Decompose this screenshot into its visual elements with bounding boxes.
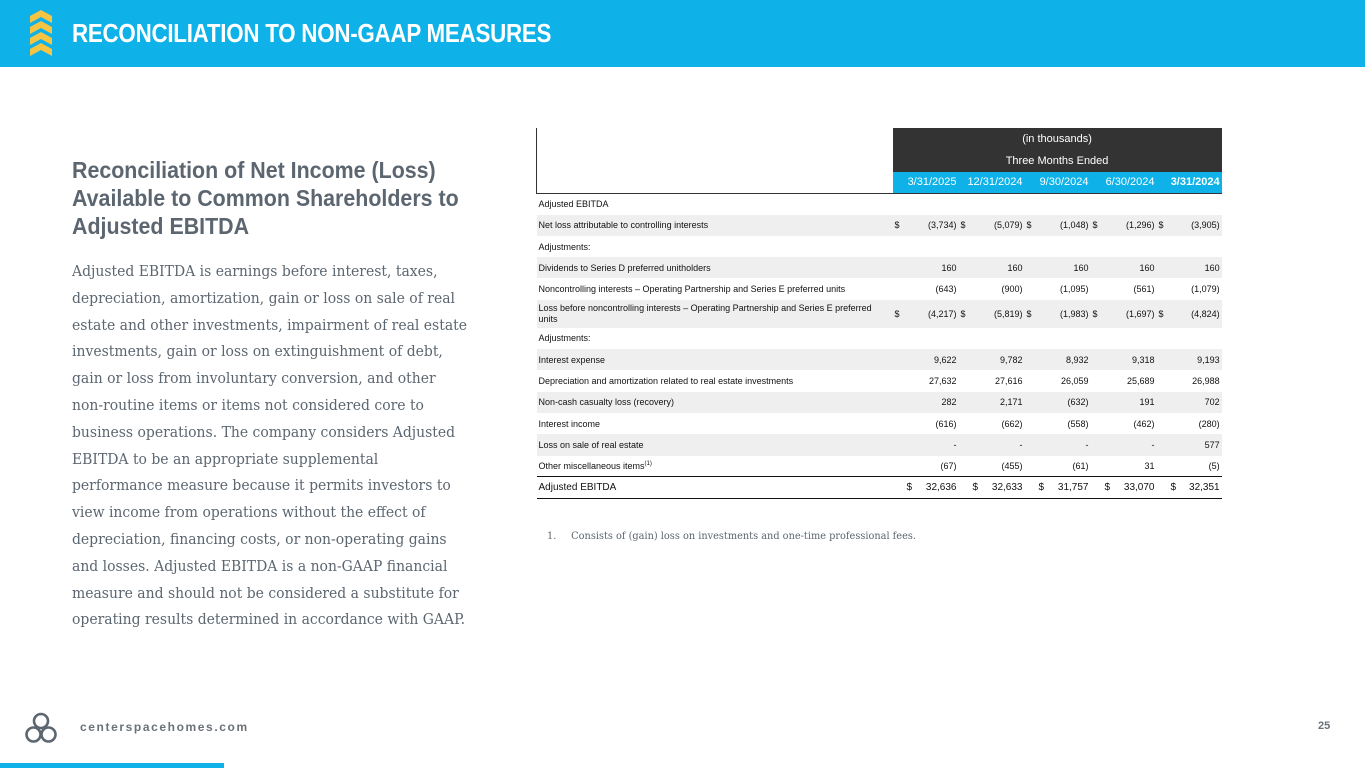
footer-accent-bar: [0, 763, 224, 768]
currency-symbol-cell: [959, 434, 971, 455]
total-value-cell: 32,633: [971, 477, 1025, 498]
value-cell: (61): [1072, 460, 1089, 471]
description-paragraph: [72, 258, 467, 633]
footnote-reference: (1): [644, 460, 652, 467]
value-cell: 160: [1037, 257, 1091, 278]
currency-symbol-cell: [1091, 413, 1103, 434]
value-cell: (5,079): [971, 215, 1025, 236]
value-cell: (280): [1198, 418, 1220, 429]
value-cell: 9,622: [905, 349, 959, 370]
section-heading-line: Available to Common Shareholders to: [72, 185, 459, 211]
value-cell: (616): [935, 418, 957, 429]
row-label-text: Adjusted EBITDA: [538, 199, 609, 210]
period-label: Three Months Ended: [893, 150, 1222, 172]
currency-symbol-cell: [959, 328, 971, 349]
row-label-text: Adjustments:: [538, 241, 591, 252]
value-cell: (561): [1133, 284, 1155, 295]
currency-symbol-cell: $: [1091, 300, 1103, 328]
description-line: depreciation, amortization, gain or loss on sale of real: [72, 288, 456, 307]
row-label: [537, 456, 893, 477]
value-cell: 282: [905, 392, 959, 413]
table-row: [537, 215, 1222, 236]
currency-symbol-cell: [1091, 456, 1103, 477]
currency-symbol-cell: [1025, 434, 1037, 455]
value-cell: [1037, 236, 1091, 257]
value-cell: (1,048): [1037, 215, 1091, 236]
currency-symbol-cell: [959, 278, 971, 299]
currency-symbol-cell: [1157, 434, 1169, 455]
table-row: [537, 413, 1222, 434]
value-cell: (1,079): [1191, 284, 1220, 295]
currency-symbol-cell: [893, 349, 905, 370]
value-cell: [1103, 328, 1157, 349]
value-cell: (1,095): [1059, 284, 1089, 295]
value-cell: (4,217): [905, 300, 959, 328]
description-line: and losses. Adjusted EBITDA is a non-GAAP financial: [72, 556, 448, 575]
value-cell: 31: [1144, 460, 1155, 471]
row-label: [537, 215, 893, 236]
reconciliation-table: [536, 128, 1222, 499]
date-header-cell: 6/30/2024: [1091, 172, 1157, 193]
value-cell: -: [971, 434, 1025, 455]
currency-symbol-cell: [1157, 328, 1169, 349]
currency-symbol-cell: $: [893, 477, 905, 498]
currency-symbol-cell: $: [1157, 215, 1169, 236]
value-cell: (900): [1001, 284, 1023, 295]
row-label: [537, 257, 893, 278]
currency-symbol-cell: $: [1091, 215, 1103, 236]
section-heading-line: Reconciliation of Net Income (Loss): [72, 157, 436, 183]
currency-symbol-cell: $: [1091, 477, 1103, 498]
value-cell: 160: [1169, 257, 1222, 278]
currency-symbol-cell: $: [1025, 477, 1037, 498]
table-row: [537, 257, 1222, 278]
value-cell: 2,171: [971, 392, 1025, 413]
value-cell: [971, 236, 1025, 257]
currency-symbol-cell: [1025, 413, 1037, 434]
currency-symbol-cell: [1025, 349, 1037, 370]
value-cell: 191: [1103, 392, 1157, 413]
value-cell: 9,782: [971, 349, 1025, 370]
date-header-cell: 3/31/2025: [893, 172, 959, 193]
currency-symbol-cell: [959, 236, 971, 257]
currency-symbol-cell: [1091, 370, 1103, 391]
description-line: non-routine items or items not considered core to: [72, 395, 424, 414]
currency-symbol-cell: $: [1025, 215, 1037, 236]
date-header-row: [537, 172, 1222, 193]
value-cell: [905, 236, 959, 257]
value-cell: 27,632: [928, 376, 957, 387]
currency-symbol-cell: [893, 257, 905, 278]
currency-symbol-cell: [1091, 193, 1103, 214]
value-cell: (455): [1001, 460, 1023, 471]
table-row: [537, 434, 1222, 455]
value-cell: (3,734): [905, 215, 959, 236]
total-value-cell: 33,070: [1103, 477, 1157, 498]
value-cell: -: [905, 434, 959, 455]
row-label: [537, 413, 893, 434]
currency-symbol-cell: [893, 392, 905, 413]
value-cell: [1169, 193, 1222, 214]
table-row: [537, 278, 1222, 299]
units-label: (in thousands): [893, 128, 1222, 150]
value-cell: [1103, 193, 1157, 214]
row-label-text: Interest expense: [538, 354, 606, 365]
currency-symbol-cell: $: [959, 215, 971, 236]
currency-symbol-cell: [1091, 392, 1103, 413]
header-bar: [0, 0, 1365, 67]
total-label: Adjusted EBITDA: [537, 477, 893, 498]
currency-symbol-cell: [959, 257, 971, 278]
description-line: business operations. The company considers Adjusted: [72, 422, 456, 441]
date-header-cell: 3/31/2024: [1157, 172, 1222, 193]
table-row: [537, 236, 1222, 257]
row-label-text: Dividends to Series D preferred unitholders: [538, 262, 711, 273]
description-line: gain or loss from involuntary conversion, and other: [72, 369, 436, 388]
centerspace-logo-icon: [24, 711, 58, 745]
currency-symbol-cell: [1091, 328, 1103, 349]
value-cell: 26,059: [1060, 376, 1089, 387]
currency-symbol-cell: [1157, 193, 1169, 214]
value-cell: (67): [940, 460, 957, 471]
currency-symbol-cell: [959, 193, 971, 214]
currency-symbol-cell: [893, 370, 905, 391]
table-row: [537, 328, 1222, 349]
description-line: performance measure because it permits investors to: [72, 476, 451, 495]
chevron-stack-logo-icon: [30, 10, 52, 56]
currency-symbol-cell: $: [893, 300, 905, 328]
description-line: operating results determined in accordance with GAAP.: [72, 610, 466, 629]
value-cell: 160: [905, 257, 959, 278]
value-cell: (1,296): [1103, 215, 1157, 236]
total-value-cell: 31,757: [1037, 477, 1091, 498]
row-label: [537, 278, 893, 299]
value-cell: -: [1037, 434, 1091, 455]
currency-symbol-cell: [1157, 456, 1169, 477]
value-cell: (558): [1067, 418, 1089, 429]
value-cell: [1169, 328, 1222, 349]
description-line: Adjusted EBITDA is earnings before interest, taxes,: [72, 262, 438, 280]
units-header-row: [537, 128, 1222, 150]
value-cell: [971, 193, 1025, 214]
row-label-text: Loss on sale of real estate: [538, 439, 644, 450]
currency-symbol-cell: $: [1157, 477, 1169, 498]
value-cell: 26,988: [1192, 376, 1220, 387]
row-label-text: Interest income: [538, 418, 601, 429]
currency-symbol-cell: [1025, 328, 1037, 349]
total-row: [537, 477, 1222, 498]
value-cell: [971, 328, 1025, 349]
currency-symbol-cell: $: [959, 477, 971, 498]
currency-symbol-cell: [1157, 278, 1169, 299]
page-number: 25: [1318, 720, 1331, 732]
currency-symbol-cell: $: [1025, 300, 1037, 328]
value-cell: [1037, 193, 1091, 214]
table-row: [537, 349, 1222, 370]
table-row: [537, 456, 1222, 477]
row-label-text: Other miscellaneous items: [538, 460, 645, 471]
table-row: [537, 370, 1222, 391]
page-title: RECONCILIATION TO NON-GAAP MEASURES: [72, 18, 552, 48]
currency-symbol-cell: [893, 456, 905, 477]
description-line: measure and should not be considered a substitute for: [72, 583, 459, 602]
date-header-cell: 12/31/2024: [959, 172, 1025, 193]
row-label-text: Non-cash casualty loss (recovery): [538, 397, 675, 408]
currency-symbol-cell: [1025, 236, 1037, 257]
currency-symbol-cell: [959, 456, 971, 477]
currency-symbol-cell: [1157, 392, 1169, 413]
value-cell: (5): [1208, 460, 1220, 471]
currency-symbol-cell: $: [893, 215, 905, 236]
row-label-text: Depreciation and amortization related to real estate investments: [538, 376, 794, 387]
row-label: [537, 370, 893, 391]
description-line: estate and other investments, impairment of real estate: [72, 315, 468, 334]
table-row: [537, 392, 1222, 413]
row-label-text: Net loss attributable to controlling interests: [538, 220, 709, 231]
value-cell: (5,819): [971, 300, 1025, 328]
total-value-cell: 32,636: [905, 477, 959, 498]
currency-symbol-cell: [1157, 370, 1169, 391]
value-cell: 702: [1169, 392, 1222, 413]
currency-symbol-cell: [1091, 257, 1103, 278]
currency-symbol-cell: [893, 236, 905, 257]
currency-symbol-cell: [959, 349, 971, 370]
value-cell: (3,905): [1169, 215, 1222, 236]
section-heading-line: Adjusted EBITDA: [72, 213, 250, 239]
value-cell: [1103, 236, 1157, 257]
footer-url: centerspacehomes.com: [80, 720, 249, 734]
description-line: investments, gain or loss on extinguishment of debt,: [72, 342, 443, 361]
total-value-cell: 32,351: [1169, 477, 1222, 498]
value-cell: 577: [1169, 434, 1222, 455]
table-row: [537, 300, 1222, 328]
value-cell: (662): [1001, 418, 1023, 429]
row-label: [537, 193, 893, 214]
footnote-text: Consists of (gain) loss on investments and one-time professional fees.: [571, 530, 916, 542]
value-cell: [905, 328, 959, 349]
currency-symbol-cell: [1025, 392, 1037, 413]
value-cell: [1169, 236, 1222, 257]
reconciliation-table-container: [536, 128, 1221, 499]
currency-symbol-cell: $: [1157, 300, 1169, 328]
value-cell: (4,824): [1169, 300, 1222, 328]
value-cell: (632): [1037, 392, 1091, 413]
currency-symbol-cell: [893, 434, 905, 455]
value-cell: 8,932: [1037, 349, 1091, 370]
currency-symbol-cell: [1157, 236, 1169, 257]
value-cell: [905, 193, 959, 214]
row-label: [537, 300, 893, 328]
value-cell: [1037, 328, 1091, 349]
currency-symbol-cell: [893, 193, 905, 214]
section-heading: [72, 156, 459, 240]
currency-symbol-cell: [1091, 349, 1103, 370]
currency-symbol-cell: [1091, 434, 1103, 455]
currency-symbol-cell: [1025, 193, 1037, 214]
currency-symbol-cell: [1157, 349, 1169, 370]
value-cell: 9,318: [1103, 349, 1157, 370]
value-cell: -: [1103, 434, 1157, 455]
currency-symbol-cell: [1157, 413, 1169, 434]
row-label: [537, 434, 893, 455]
row-label-text: Noncontrolling interests – Operating Partnership and Series E preferred units: [538, 284, 846, 295]
currency-symbol-cell: [959, 413, 971, 434]
description-line: EBITDA to be an appropriate supplemental: [72, 449, 379, 468]
row-label: [537, 236, 893, 257]
row-label-text: Loss before noncontrolling interests – Operating Partnership and Series E preferred units: [538, 302, 872, 324]
currency-symbol-cell: [1091, 278, 1103, 299]
currency-symbol-cell: [959, 392, 971, 413]
currency-symbol-cell: [1025, 257, 1037, 278]
date-header-cell: 9/30/2024: [1025, 172, 1091, 193]
description-line: depreciation, financing costs, or non-operating gains: [72, 529, 447, 548]
row-label: [537, 328, 893, 349]
row-label: [537, 392, 893, 413]
currency-symbol-cell: [893, 278, 905, 299]
footnote-number: 1.: [547, 530, 557, 542]
currency-symbol-cell: [893, 328, 905, 349]
footnote: [547, 530, 916, 542]
currency-symbol-cell: $: [959, 300, 971, 328]
table-row: [537, 193, 1222, 214]
row-label: [537, 349, 893, 370]
description-line: view income from operations without the effect of: [72, 503, 426, 522]
value-cell: 9,193: [1169, 349, 1222, 370]
currency-symbol-cell: [1025, 456, 1037, 477]
currency-symbol-cell: [1025, 370, 1037, 391]
value-cell: 27,616: [994, 376, 1023, 387]
currency-symbol-cell: [1091, 236, 1103, 257]
value-cell: 25,689: [1126, 376, 1155, 387]
value-cell: (643): [935, 284, 957, 295]
currency-symbol-cell: [893, 413, 905, 434]
value-cell: (1,697): [1103, 300, 1157, 328]
currency-symbol-cell: [959, 370, 971, 391]
value-cell: (462): [1133, 418, 1155, 429]
value-cell: (1,983): [1037, 300, 1091, 328]
value-cell: 160: [1103, 257, 1157, 278]
row-label-text: Adjustments:: [538, 333, 591, 344]
value-cell: 160: [971, 257, 1025, 278]
period-header-row: [537, 150, 1222, 172]
currency-symbol-cell: [1025, 278, 1037, 299]
currency-symbol-cell: [1157, 257, 1169, 278]
